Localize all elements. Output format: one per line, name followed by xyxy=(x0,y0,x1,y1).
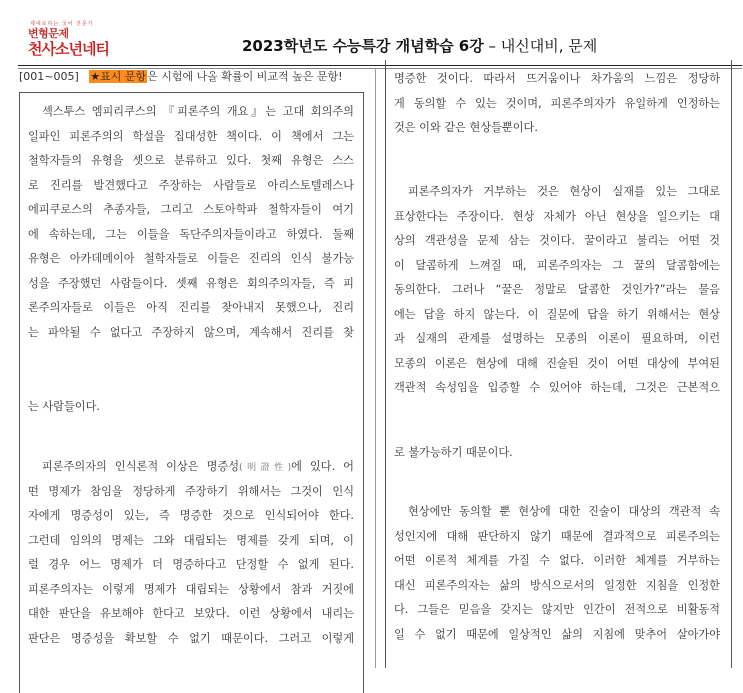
passage-paragraph xyxy=(28,455,354,481)
text-line: 대한 판단을 유보해야 한다고 보았다. 이런 상황에서 내리는 xyxy=(28,607,354,620)
text-line: 대신 피론주의자는 삶의 방식으로서의 일정한 지침을 인정한 xyxy=(394,578,720,592)
text-line: 성을 주장했던 사람들이다. 셋째 유형은 회의주의자들, 즉 피 xyxy=(28,276,354,290)
passage-paragraph xyxy=(28,480,354,652)
text-line: 객관적 속성임을 입증할 수 있어야 하는데, 그것은 근본적으 xyxy=(394,381,720,394)
text-line: 판단은 명증성을 확보할 수 없기 때문이다. 그러고 이렇게 xyxy=(28,631,354,645)
text-line: 에피쿠로스의 추종자들, 그리고 스토아학파 철학자들이 여기 xyxy=(28,203,354,216)
text-line: 철학자들의 유형을 셋으로 분류하고 있다. 첫째 유형은 스스 xyxy=(28,154,354,167)
text-line: 과 실재의 관계를 설명하는 모종의 이론이 필요하며, 이런 xyxy=(394,332,720,345)
text-line xyxy=(28,455,354,481)
page-title-sub: – 내신대비, 문제 xyxy=(483,37,598,55)
text-line: 피론주의자가 거부하는 것은 현상이 실재를 있는 그대로 xyxy=(408,185,720,198)
text-line: 그런데 임의의 명제는 그와 대립되는 명제를 갖게 되며, 이 xyxy=(28,533,354,547)
passage-paragraph xyxy=(28,100,354,125)
logo-line2: 천사소년네티 xyxy=(28,40,109,58)
text-line: 섹스투스 엠피리쿠스의 『피론주의 개요』는 고대 회의주의 xyxy=(42,105,354,118)
text-line: 것은 이와 같은 현상들뿐이다. xyxy=(394,121,538,134)
text-line: 성인지에 대해 판단하지 않기 때문에 결과적으로 피론주의는 xyxy=(394,529,720,543)
text-line: 로 진리를 발견했다고 주장하는 사람들로 아리스토텔레스나 xyxy=(28,178,354,192)
text-fragment: 피론주의자의 인식론적 이상은 명증성 xyxy=(42,460,240,473)
text-line: 럴 경우 어느 명제가 더 명증하다고 단정할 수 없게 된다. xyxy=(28,558,354,571)
text-line: 자에게 명증성이 있는, 즉 명증한 것으로 인식되어야 한다. xyxy=(28,509,354,522)
passage-paragraph xyxy=(394,500,720,525)
text-line: 론주의자들로 이들은 아직 진리를 찾아내지 못했으나, 진리 xyxy=(28,301,354,314)
page-title xyxy=(242,35,597,56)
text-line: 현상에만 동의할 뿐 현상에 대한 진술이 대상의 객관적 속 xyxy=(408,505,720,518)
text-line: 에는 답을 하지 않는다. 이 질문에 답을 하기 위해서는 현상 xyxy=(394,307,720,321)
text-line: 표상한다는 주장이다. 현상 자체가 아닌 현상을 일으키는 대 xyxy=(394,209,720,223)
text-line: 상의 객관성을 문제 삼는 것이다. 꿀이라고 불리는 어떤 것 xyxy=(394,234,720,247)
column-divider xyxy=(375,68,376,668)
passage-paragraph xyxy=(394,525,720,648)
text-line: 다. 그들은 믿음을 갖지는 않지만 인간이 전적으로 비활동적 xyxy=(394,603,720,616)
passage-paragraph xyxy=(394,441,720,466)
text-line: 모종의 이론은 현상에 대해 진술된 것이 어떤 대상에 부여된 xyxy=(394,356,720,370)
text-line: 로 불가능하기 때문이다. xyxy=(394,445,513,459)
logo-line1: 변형문제 xyxy=(28,27,69,40)
question-range-note xyxy=(19,68,343,84)
question-range: [001~005] xyxy=(19,70,79,83)
passage-paragraph xyxy=(28,125,354,346)
text-line: 피론주의자는 이렇게 명제가 대립되는 상황에서 참과 거짓에 xyxy=(28,582,354,596)
text-line: 이 달콤하게 느껴질 때, 피론주의자는 그 꿀의 달콤함에는 xyxy=(394,258,720,272)
publisher-logo xyxy=(20,20,138,58)
hanja-annotation: (明證性) xyxy=(239,463,292,473)
text-line: 는 사람들이다. xyxy=(28,400,100,413)
text-line: 유형은 아카데메이아 철학자들로 이들은 진리의 인식 불가능 xyxy=(28,252,354,265)
page-title-main: 2023학년도 수능특강 개념학습 6강 xyxy=(242,37,484,55)
text-line: 떤 명제가 참임을 정당하게 주장하기 위해서는 그것이 인식 xyxy=(28,484,354,498)
text-line: 어떤 이론적 체계를 가질 수 없다. 이러한 체계를 거부하는 xyxy=(394,554,720,567)
text-line: 게 동의할 수 있는 것이며, 피론주의자가 유일하게 인정하는 xyxy=(394,96,720,110)
passage-paragraph xyxy=(394,205,720,401)
text-line: 는 파악될 수 없다고 주장하지 않으며, 계속해서 진리를 찾 xyxy=(28,325,354,339)
text-line: 일파인 피론주의의 학설을 집대성한 책이다. 이 책에서 그는 xyxy=(28,129,354,143)
star-note: 은 시험에 나올 확률이 비교적 높은 문항! xyxy=(147,70,343,83)
text-line: 명증한 것이다. 따라서 뜨거움이나 차가움의 느낌은 정당하 xyxy=(394,72,720,85)
text-line: 일 수 없기 때문에 일상적인 삶의 지침에 맞추어 살아가야 xyxy=(394,627,720,641)
passage-paragraph xyxy=(394,180,720,205)
text-line: 에 속하는데, 그는 이들을 독단주의자들이라고 하였다. 둘째 xyxy=(28,227,354,241)
text-line: 동의한다. 그러나 “꿀은 정말로 달콤한 것인가?”라는 물음 xyxy=(394,283,720,296)
star-label: ★표시 문항 xyxy=(90,70,147,83)
logo-tagline: 제대로하는 국어 전문가 xyxy=(30,21,94,27)
passage-paragraph xyxy=(394,116,720,141)
text-fragment: 에 있다. 어 xyxy=(291,460,354,473)
passage-paragraph xyxy=(28,395,354,420)
passage-paragraph xyxy=(394,67,720,116)
